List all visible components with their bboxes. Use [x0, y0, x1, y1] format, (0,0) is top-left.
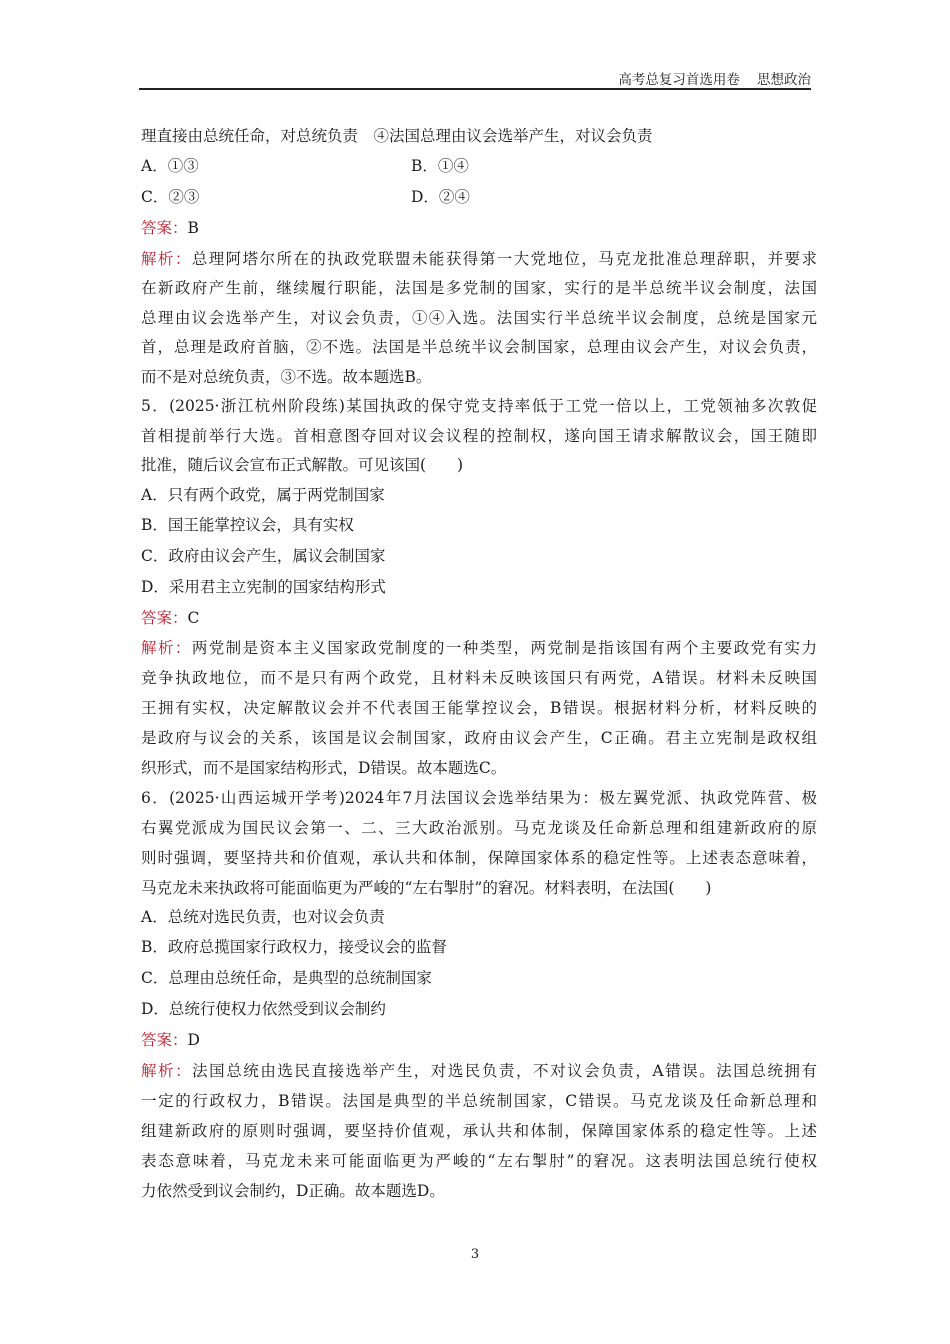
q5-option-b: B．国王能掌控议会，具有实权 — [141, 516, 354, 534]
q6-option-c: C．总理由总统任命，是典型的总统制国家 — [141, 969, 432, 987]
q5-option-d: D．采用君主立宪制的国家结构形式 — [141, 578, 386, 596]
analysis-text: 两党制是资本主义国家政党制度的一种类型，两党制是指该国有两个主要政党有实力 — [191, 639, 817, 657]
q6-analysis-line-1 — [141, 1059, 817, 1081]
q4-analysis-line-5: 而不是对总统负责，③不选。故本题选B。 — [141, 368, 432, 386]
q6-analysis-line-5: 力依然受到议会制约，D正确。故本题选D。 — [141, 1182, 445, 1200]
page-header — [139, 66, 811, 90]
q5-stem-line-3: 批准，随后议会宣布正式解散。可见该国( ) — [141, 456, 464, 474]
q5-analysis-line-2: 竞争执政地位，而不是只有两个政党，且材料未反映该国只有两党，A错误。材料未反映国 — [141, 669, 817, 687]
q6-analysis-line-2: 一定的行政权力，B错误。法国是典型的半总统制国家，C错误。马克龙谈及任命新总理和 — [141, 1092, 817, 1110]
analysis-label: 解析： — [141, 639, 192, 657]
q6-stem-line-1: 6．(2025·山西运城开学考)2024年7月法国议会选举结果为：极左翼党派、执政党阵营、极 — [141, 789, 817, 807]
q5-analysis-line-5: 织形式，而不是国家结构形式，D错误。故本题选C。 — [141, 759, 507, 777]
q6-option-d: D．总统行使权力依然受到议会制约 — [141, 1000, 386, 1018]
q4-answer — [141, 216, 199, 238]
q6-option-a: A．总统对选民负责，也对议会负责 — [141, 908, 385, 926]
answer-value: B — [187, 219, 199, 237]
q6-stem-line-4: 马克龙未来执政将可能面临更为严峻的“左右掣肘”的窘况。材料表明，在法国( ) — [141, 879, 712, 897]
q4-analysis-line-2: 在新政府产生前，继续履行职能，法国是多党制的国家，实行的是半总统半议会制度，法国 — [141, 279, 817, 297]
q4-stem-tail: 理直接由总统任命，对总统负责 ④法国总理由议会选举产生，对议会负责 — [141, 127, 653, 145]
q5-option-c: C．政府由议会产生，属议会制国家 — [141, 547, 386, 565]
q5-analysis-line-3: 王拥有实权，决定解散议会并不代表国王能掌控议会，B错误。根据材料分析，材料反映的 — [141, 699, 817, 717]
q5-stem-line-1: 5．(2025·浙江杭州阶段练)某国执政的保守党支持率低于工党一倍以上，工党领袖多次敦促 — [141, 397, 817, 415]
header-book-title: 高考总复习首选用卷 — [618, 72, 740, 88]
q5-analysis-line-1 — [141, 636, 817, 658]
page-number: 3 — [470, 1247, 480, 1262]
header-subject: 思想政治 — [757, 72, 811, 88]
q6-stem-line-3: 则时强调，要坚持共和价值观，承认共和体制，保障国家体系的稳定性等。上述表态意味着， — [141, 849, 817, 867]
q4-analysis-line-3: 总理由议会选举产生，对议会负责，①④入选。法国实行半总统半议会制度，总统是国家元 — [141, 309, 817, 327]
q4-options-row-1 — [141, 154, 817, 176]
q4-option-c: C．②③ — [141, 188, 200, 206]
q6-answer — [141, 1028, 200, 1050]
q6-analysis-line-4: 表态意味着，马克龙未来可能面临更为严峻的“左右掣肘”的窘况。这表明法国总统行使权 — [141, 1152, 817, 1170]
q4-options-row-2 — [141, 185, 817, 207]
analysis-text: 总理阿塔尔所在的执政党联盟未能获得第一大党地位，马克龙批准总理辞职，并要求 — [191, 250, 817, 268]
q5-option-a: A．只有两个政党，属于两党制国家 — [141, 486, 385, 504]
q4-analysis-line-4: 首，总理是政府首脑，②不选。法国是半总统半议会制国家，总理由议会产生，对议会负责， — [141, 338, 817, 356]
analysis-text: 法国总统由选民直接选举产生，对选民负责，不对议会负责，A错误。法国总统拥有 — [192, 1062, 817, 1080]
answer-label: 答案： — [141, 609, 188, 627]
answer-value: C — [187, 609, 200, 627]
answer-label: 答案： — [141, 219, 188, 237]
analysis-label: 解析： — [141, 250, 192, 268]
analysis-label: 解析： — [141, 1062, 193, 1080]
q6-stem-line-2: 右翼党派成为国民议会第一、二、三大政治派别。马克龙谈及任命新总理和组建新政府的原 — [141, 819, 817, 837]
q4-analysis-line-1 — [141, 247, 817, 269]
q5-stem-line-2: 首相提前举行大选。首相意图夺回对议会议程的控制权，遂向国王请求解散议会，国王随即 — [141, 427, 817, 445]
q4-option-d: D．②④ — [411, 188, 470, 206]
q4-option-b: B．①④ — [411, 157, 469, 175]
answer-value: D — [187, 1031, 200, 1049]
q6-option-b: B．政府总揽国家行政权力，接受议会的监督 — [141, 938, 447, 956]
q5-answer — [141, 606, 199, 628]
q6-analysis-line-3: 组建新政府的原则时强调，要坚持价值观，承认共和体制，保障国家体系的稳定性等。上述 — [141, 1122, 817, 1140]
q4-option-a: A．①③ — [141, 157, 199, 175]
answer-label: 答案： — [141, 1031, 188, 1049]
q5-analysis-line-4: 是政府与议会的关系，该国是议会制国家，政府由议会产生，C正确。君主立宪制是政权组 — [141, 729, 817, 747]
